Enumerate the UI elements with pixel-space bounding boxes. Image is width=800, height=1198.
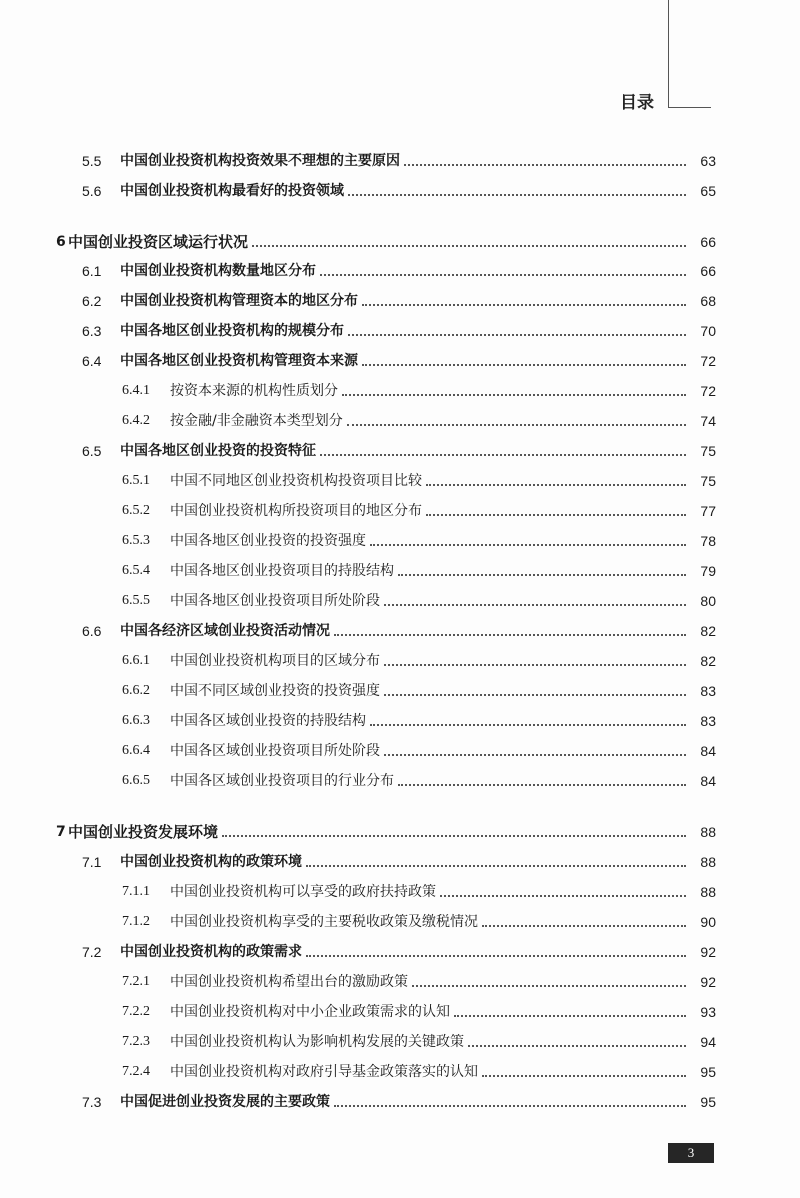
toc-entry-page: 88: [700, 854, 716, 870]
toc-entry-page: 84: [700, 773, 716, 789]
dot-leader: [342, 393, 686, 396]
toc-entry-page: 94: [700, 1034, 716, 1050]
toc-entry-number: 6.6.4: [122, 743, 150, 758]
toc-entry-number: 6.2: [82, 293, 102, 309]
dot-leader: [482, 1074, 686, 1077]
toc-entry-title: 中国各经济区域创业投资活动情况: [120, 623, 330, 639]
toc-entry-page: 92: [700, 974, 716, 990]
dot-leader: [398, 783, 686, 786]
dot-leader: [306, 954, 686, 957]
page-number-badge: 3: [668, 1143, 714, 1163]
toc-entry-number: 6.5.4: [122, 563, 150, 578]
toc-entry-title: 中国各区域创业投资项目所处阶段: [170, 743, 380, 759]
toc-entry-title: 中国创业投资机构投资效果不理想的主要原因: [120, 153, 400, 169]
toc-entry-number: 6.4.1: [122, 383, 150, 398]
toc-entry-page: 83: [700, 713, 716, 729]
toc-entry-number: 7.1: [82, 854, 102, 870]
toc-entry[interactable]: [0, 528, 800, 550]
toc-entry-title: 按资本来源的机构性质划分: [170, 383, 338, 399]
toc-entry-page: 84: [700, 743, 716, 759]
toc-entry-page: 78: [700, 533, 716, 549]
toc-entry-title: 中国创业投资机构数量地区分布: [120, 263, 316, 279]
toc-entry-number: 7: [56, 824, 66, 840]
toc-entry-title: 中国创业投资机构管理资本的地区分布: [120, 293, 358, 309]
toc-entry-page: 65: [700, 183, 716, 199]
toc-entry-page: 80: [700, 593, 716, 609]
toc-entry-number: 5.5: [82, 153, 102, 169]
toc-entry[interactable]: [0, 618, 800, 640]
toc-entry-number: 7.2.4: [122, 1064, 150, 1079]
toc-entry[interactable]: [0, 768, 800, 790]
toc-entry-number: 6.4.2: [122, 413, 150, 428]
toc-entry-number: 6.6: [82, 623, 102, 639]
toc-entry-number: 6.5.3: [122, 533, 150, 548]
toc-entry[interactable]: [0, 879, 800, 901]
toc-entry[interactable]: [0, 258, 800, 280]
toc-entry-number: 6.5.5: [122, 593, 150, 608]
toc-entry-title: 中国创业投资机构可以享受的政府扶持政策: [170, 884, 436, 900]
toc-entry-number: 6.6.5: [122, 773, 150, 788]
toc-entry-title: 中国创业投资机构对中小企业政策需求的认知: [170, 1004, 450, 1020]
toc-entry-number: 6.5.1: [122, 473, 150, 488]
toc-entry[interactable]: [0, 678, 800, 700]
toc-entry-number: 7.2: [82, 944, 102, 960]
dot-leader: [334, 633, 686, 636]
dot-leader: [320, 453, 686, 456]
toc-entry[interactable]: [0, 648, 800, 670]
toc-entry-page: 77: [700, 503, 716, 519]
toc-entry-title: 中国各区域创业投资项目的行业分布: [170, 773, 394, 789]
dot-leader: [404, 163, 686, 166]
toc-entry-page: 83: [700, 683, 716, 699]
dot-leader: [482, 924, 686, 927]
dot-leader: [320, 273, 686, 276]
dot-leader: [306, 864, 686, 867]
dot-leader: [412, 984, 686, 987]
toc-entry-page: 72: [700, 353, 716, 369]
toc-entry-title: 中国创业投资区域运行状况: [68, 233, 249, 251]
toc-entry[interactable]: [0, 819, 800, 841]
dot-leader: [454, 1014, 686, 1017]
toc-entry[interactable]: [0, 708, 800, 730]
toc-entry-number: 6.5.2: [122, 503, 150, 518]
toc-entry[interactable]: [0, 738, 800, 760]
toc-entry-page: 93: [700, 1004, 716, 1020]
toc-entry-title: 中国各地区创业投资项目的持股结构: [170, 563, 394, 579]
toc-entry-page: 82: [700, 623, 716, 639]
toc-entry[interactable]: [0, 318, 800, 340]
toc-entry-page: 68: [700, 293, 716, 309]
toc-entry-title: 中国各地区创业投资的投资强度: [170, 533, 366, 549]
toc-entry[interactable]: [0, 1059, 800, 1081]
toc-entry-page: 63: [700, 153, 716, 169]
dot-leader: [398, 573, 686, 576]
toc-entry-title: 中国不同地区创业投资机构投资项目比较: [170, 473, 422, 489]
toc-entry-page: 66: [700, 263, 716, 279]
toc-entry-number: 5.6: [82, 183, 102, 199]
toc-entry[interactable]: [0, 438, 800, 460]
running-header-title: 目录: [620, 93, 654, 113]
toc-entry-page: 72: [700, 383, 716, 399]
toc-entry-page: 92: [700, 944, 716, 960]
toc-entry-title: 中国创业投资机构所投资项目的地区分布: [170, 503, 422, 519]
toc-entry[interactable]: [0, 178, 800, 200]
toc-entry-page: 95: [700, 1094, 716, 1110]
dot-leader: [222, 834, 686, 837]
toc-entry-page: 82: [700, 653, 716, 669]
toc-entry-page: 66: [700, 234, 716, 250]
toc-entry[interactable]: [0, 229, 800, 251]
toc-entry-title: 中国创业投资发展环境: [68, 823, 219, 841]
toc-entry-title: 中国创业投资机构认为影响机构发展的关键政策: [170, 1034, 464, 1050]
toc-entry-number: 6: [56, 234, 66, 250]
toc-entry-title: 中国创业投资机构享受的主要税收政策及缴税情况: [170, 914, 478, 930]
dot-leader: [362, 303, 686, 306]
toc-entry-title: 中国创业投资机构的政策需求: [120, 944, 302, 960]
dot-leader: [384, 753, 686, 756]
toc-entry-title: 中国创业投资机构项目的区域分布: [170, 653, 380, 669]
toc-entry-page: 90: [700, 914, 716, 930]
toc-entry[interactable]: [0, 1089, 800, 1111]
toc-entry-number: 6.6.1: [122, 653, 150, 668]
toc-entry-title: 按金融/非金融资本类型划分: [170, 413, 343, 429]
header-vertical-rule: [668, 0, 669, 108]
toc-entry[interactable]: [0, 378, 800, 400]
toc-entry-title: 中国各区域创业投资的持股结构: [170, 713, 366, 729]
dot-leader: [347, 423, 686, 426]
dot-leader: [370, 723, 686, 726]
dot-leader: [384, 663, 686, 666]
toc-entry-page: 75: [700, 443, 716, 459]
toc-entry[interactable]: [0, 588, 800, 610]
toc-entry[interactable]: [0, 408, 800, 430]
toc-entry-number: 6.1: [82, 263, 102, 279]
dot-leader: [334, 1104, 686, 1107]
toc-entry[interactable]: [0, 288, 800, 310]
toc-entry-number: 7.1.1: [122, 884, 150, 899]
toc-entry-title: 中国各地区创业投资机构管理资本来源: [120, 353, 358, 369]
toc-entry-number: 7.3: [82, 1094, 102, 1110]
toc-entry-page: 75: [700, 473, 716, 489]
toc-entry-title: 中国不同区域创业投资的投资强度: [170, 683, 380, 699]
dot-leader: [384, 693, 686, 696]
toc-entry-number: 7.2.2: [122, 1004, 150, 1019]
toc-entry[interactable]: [0, 939, 800, 961]
dot-leader: [370, 543, 686, 546]
toc-entry[interactable]: [0, 468, 800, 490]
toc-entry-page: 79: [700, 563, 716, 579]
toc-entry-number: 7.2.3: [122, 1034, 150, 1049]
toc-entry-title: 中国各地区创业投资项目所处阶段: [170, 593, 380, 609]
toc-entry[interactable]: [0, 148, 800, 170]
toc-entry-title: 中国创业投资机构最看好的投资领域: [120, 183, 344, 199]
dot-leader: [384, 603, 686, 606]
dot-leader: [426, 513, 686, 516]
toc-entry-page: 88: [700, 884, 716, 900]
toc-entry[interactable]: [0, 969, 800, 991]
dot-leader: [348, 193, 686, 196]
dot-leader: [252, 244, 686, 247]
toc-entry-number: 6.6.3: [122, 713, 150, 728]
toc-entry[interactable]: [0, 498, 800, 520]
header-horizontal-rule: [669, 107, 711, 108]
toc-entry[interactable]: [0, 1029, 800, 1051]
toc-entry-page: 74: [700, 413, 716, 429]
toc-entry-page: 95: [700, 1064, 716, 1080]
toc-entry-number: 6.5: [82, 443, 102, 459]
toc-entry-title: 中国创业投资机构希望出台的激励政策: [170, 974, 408, 990]
toc-entry-page: 70: [700, 323, 716, 339]
toc-entry[interactable]: [0, 348, 800, 370]
toc-entry-title: 中国促进创业投资发展的主要政策: [120, 1094, 330, 1110]
toc-entry-number: 6.3: [82, 323, 102, 339]
dot-leader: [468, 1044, 686, 1047]
dot-leader: [362, 363, 686, 366]
toc-entry[interactable]: [0, 849, 800, 871]
toc-entry[interactable]: [0, 909, 800, 931]
toc-entry-number: 7.1.2: [122, 914, 150, 929]
dot-leader: [426, 483, 686, 486]
dot-leader: [440, 894, 686, 897]
toc-entry-title: 中国创业投资机构对政府引导基金政策落实的认知: [170, 1064, 478, 1080]
toc-entry[interactable]: [0, 999, 800, 1021]
toc-entry-title: 中国各地区创业投资机构的规模分布: [120, 323, 344, 339]
toc-entry-title: 中国创业投资机构的政策环境: [120, 854, 302, 870]
toc-entry-number: 7.2.1: [122, 974, 150, 989]
dot-leader: [348, 333, 686, 336]
toc-entry-number: 6.4: [82, 353, 102, 369]
toc-entry-title: 中国各地区创业投资的投资特征: [120, 443, 316, 459]
toc-entry-number: 6.6.2: [122, 683, 150, 698]
toc-entry-page: 88: [700, 824, 716, 840]
toc-entry[interactable]: [0, 558, 800, 580]
